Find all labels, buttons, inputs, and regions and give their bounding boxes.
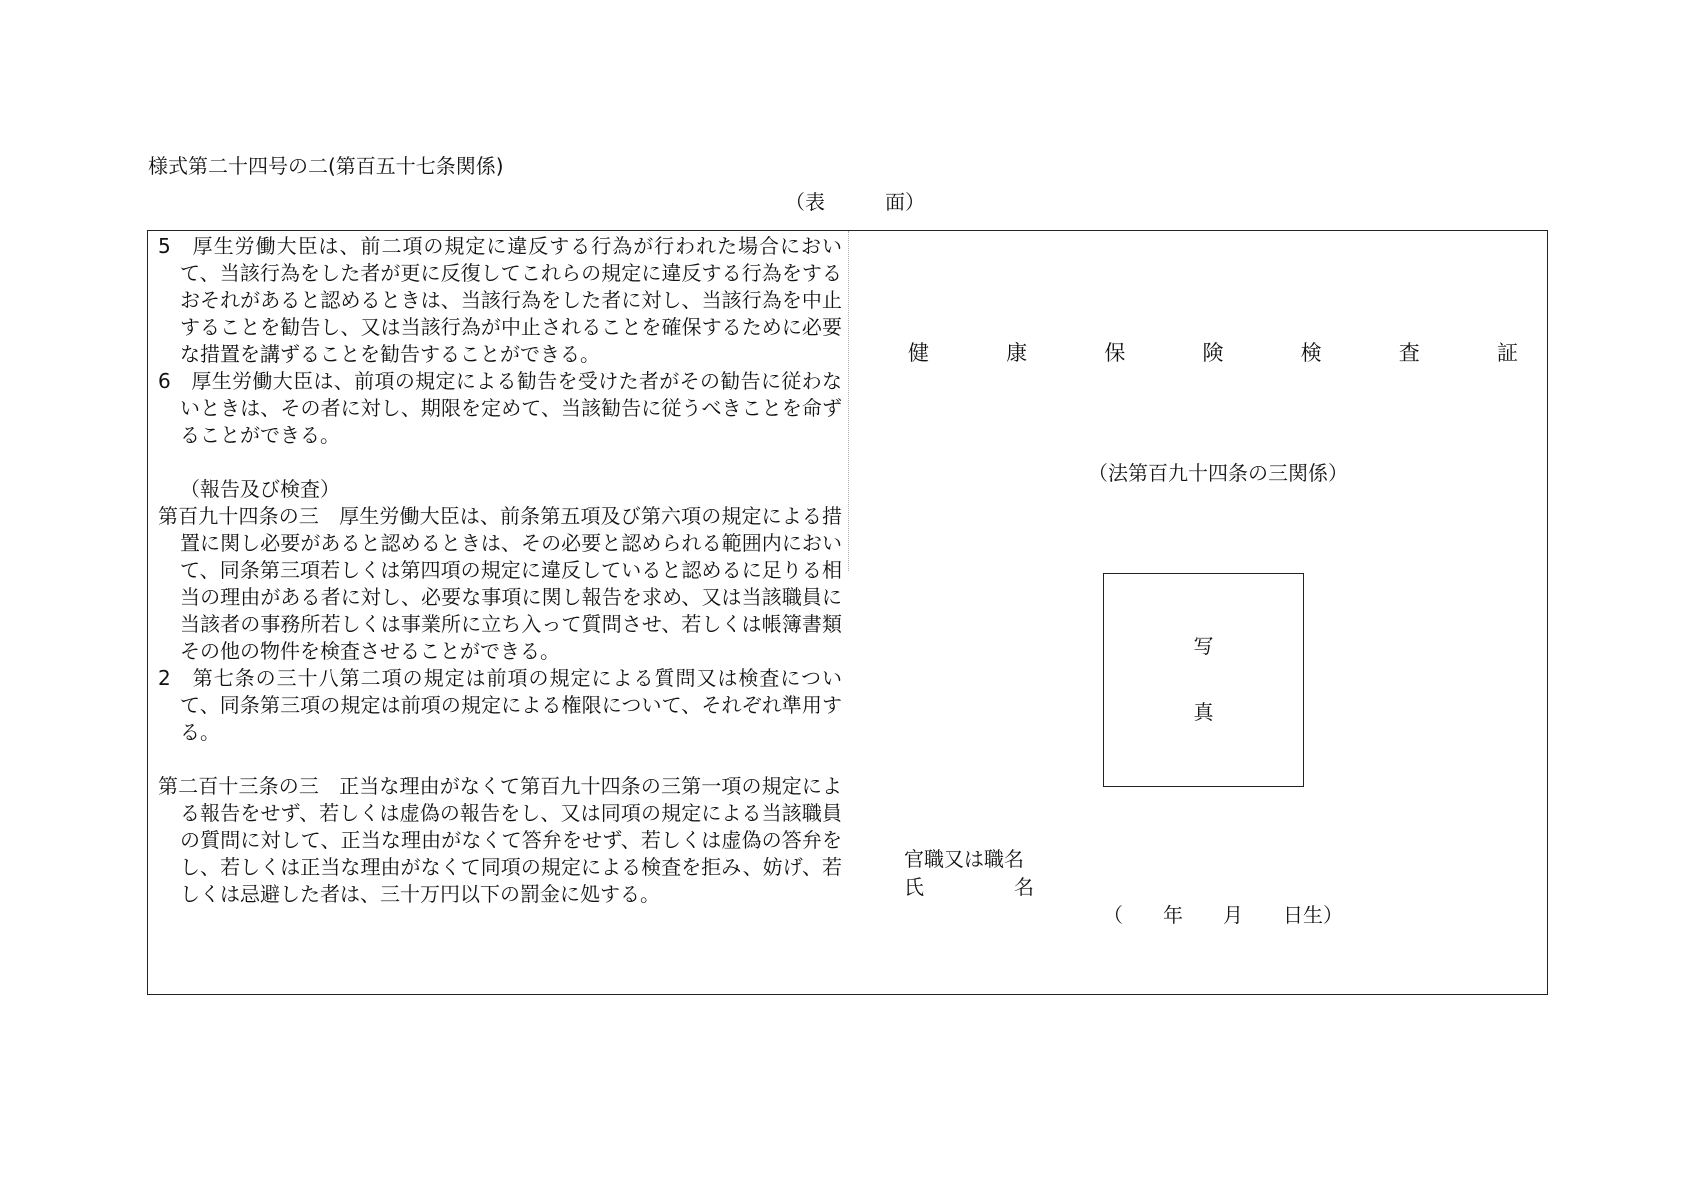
name-label-char: 氏 [904, 875, 924, 899]
birth-date-line: （ 年 月 日生） [1103, 903, 1343, 927]
photo-label-char: 真 [1193, 700, 1214, 724]
name-label-char: 名 [1014, 875, 1034, 899]
card-title-char: 査 [1398, 341, 1420, 365]
fold-divider [848, 231, 849, 571]
card-title-char: 康 [1006, 341, 1028, 365]
inspection-certificate-card [147, 230, 1548, 995]
law-reference: （法第百九十四条の三関係） [1088, 461, 1348, 485]
paragraph-5: 5 厚生労働大臣は、前二項の規定に違反する行為が行われた場合において、当該行為をした者が更に反復してこれらの規定に違反する行為をするおそれがあると認めるときは、当該行為をした者に対し、当該行為を中止することを勧告し、又は当該行為が中止されることを確保するために必要な措置を講ずることを勧告することができる。 [158, 234, 842, 366]
card-title-char: 証 [1496, 341, 1518, 365]
card-title-char: 健 [908, 341, 929, 365]
form-number: 様式第二十四号の二(第百五十七条関係) [148, 154, 504, 178]
article-194-3: 第百九十四条の三 厚生労働大臣は、前条第五項及び第六項の規定による措置に関し必要があると認めるときは、その必要と認められる範囲内において、同条第三項若しくは第四項の規定に違反していると認めるに足りる相当の理由がある者に対し、必要な事項に関し報告を求め、又は当該職員に当該者の事務所若しくは事業所に立ち入って質問させ、若しくは帳簿書類その他の物件を検査させることができる。 [158, 504, 842, 663]
photo-box [1103, 573, 1304, 787]
side-label: （表 面） [785, 190, 925, 214]
article-213-3: 第二百十三条の三 正当な理由がなくて第百九十四条の三第一項の規定による報告をせず、若しくは虚偽の報告をし、又は同項の規定による当該職員の質問に対して、正当な理由がなくて答弁をせず、若しくは虚偽の答弁をし、若しくは正当な理由がなくて同項の規定による検査を拒み、妨げ、若しくは忌避した者は、三十万円以下の罰金に処する。 [158, 774, 842, 906]
name-label [904, 873, 1034, 901]
paragraph-6: 6 厚生労働大臣は、前項の規定による勧告を受けた者がその勧告に従わないときは、その者に対し、期限を定めて、当該勧告に従うべきことを命ずることができる。 [158, 369, 842, 447]
article-194-3-paragraph-2: 2 第七条の三十八第二項の規定は前項の規定による質問又は検査について、同条第三項の規定は前項の規定による権限について、それぞれ準用する。 [158, 666, 842, 744]
card-title-char: 検 [1300, 341, 1322, 365]
official-title-label: 官職又は職名 [904, 847, 1024, 871]
card-title-char: 保 [1104, 341, 1126, 365]
statute-text-column [158, 233, 842, 908]
photo-label-char: 写 [1193, 634, 1214, 658]
section-heading: （報告及び検査） [180, 477, 340, 501]
spacer [158, 746, 842, 773]
spacer [158, 449, 842, 476]
card-title [908, 339, 1518, 367]
card-title-char: 険 [1202, 341, 1224, 365]
